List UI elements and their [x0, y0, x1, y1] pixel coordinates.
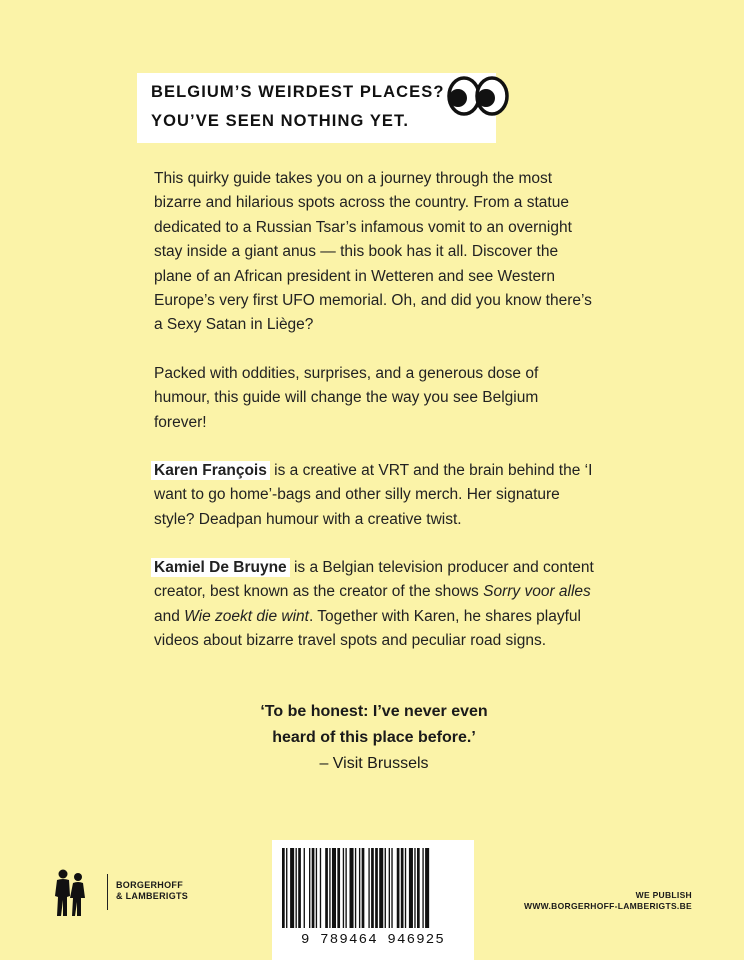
barcode-bar — [405, 848, 406, 928]
barcode-bar — [401, 848, 404, 928]
publisher-website-block — [524, 890, 692, 912]
barcode-bar — [385, 848, 386, 928]
publisher-website[interactable]: WWW.BORGERHOFF-LAMBERIGTS.BE — [524, 901, 692, 911]
author-kamiel-bio — [154, 556, 594, 654]
googly-eyes-icon — [446, 74, 510, 118]
headline-line-2: YOU’VE SEEN NOTHING YET. — [151, 112, 410, 130]
barcode-bar — [337, 848, 340, 928]
headline-line-1: BELGIUM’S WEIRDEST PLACES? — [151, 83, 445, 101]
barcode-bar — [379, 848, 383, 928]
quote-line-2: heard of this place before.’ — [272, 729, 476, 746]
publisher-name-line-1: BORGERHOFF — [116, 880, 183, 890]
barcode-digits: 9 789464 946925 — [300, 932, 446, 948]
quote-attribution: – Visit Brussels — [319, 755, 429, 772]
barcode-bar — [375, 848, 378, 928]
barcode-bar — [320, 848, 321, 928]
author-karen-bio-text: is a creative at VRT and the brain behind the ‘I want to go home’-bags and other silly merch. Her signature style? Deadpan humour with a creative twist. — [154, 462, 593, 528]
barcode-bar — [362, 848, 365, 928]
publisher-wordmark — [116, 880, 188, 902]
logo-divider — [107, 874, 108, 910]
author-kamiel-name: Kamiel De Bruyne — [151, 558, 290, 577]
author-kamiel-bio-start: is a Belgian television producer and content creator, best known as the creator of the shows — [154, 559, 594, 601]
barcode-bar — [417, 848, 420, 928]
isbn-barcode — [272, 840, 474, 960]
barcode-bar — [425, 848, 429, 928]
publisher-name-line-2: & LAMBERIGTS — [116, 891, 189, 901]
quote-line-1: ‘To be honest: I’ve never even — [260, 703, 488, 720]
barcode-bar — [329, 848, 330, 928]
barcode-bars — [272, 840, 474, 932]
barcode-bar — [391, 848, 392, 928]
barcode-bar — [355, 848, 356, 928]
barcode-bar — [298, 848, 301, 928]
author-karen-bio — [154, 459, 594, 532]
barcode-bar — [409, 848, 413, 928]
closing-paragraph: Packed with oddities, surprises, and a generous dose of humour, this guide will change the way you see Belgium forever! — [154, 365, 539, 431]
barcode-bar — [371, 848, 374, 928]
barcode-bar — [343, 848, 344, 928]
author-kamiel-bio-and: and — [154, 607, 185, 625]
barcode-bar — [359, 848, 360, 928]
barcode-bar — [312, 848, 315, 928]
barcode-bar — [325, 848, 328, 928]
intro-paragraph: This quirky guide takes you on a journey through the most bizarre and hilarious spots across the country. From a statue dedicated to a Russian Tsar’s infamous vomit to an overnight stay inside a giant anus — this book has it all. Discover the plane of an African president in Wetteren and see Western Europe’s very first UFO memorial. Oh, and did you know there’s a Sexy Satan in Liège? — [154, 170, 592, 334]
barcode-bar — [304, 848, 305, 928]
author-karen-name: Karen François — [151, 461, 270, 480]
barcode-bar — [389, 848, 390, 928]
barcode-bar — [332, 848, 336, 928]
testimonial-quote — [154, 699, 594, 777]
barcode-bar — [350, 848, 354, 928]
barcode-bar — [422, 848, 423, 928]
barcode-bar — [414, 848, 415, 928]
show-title-wie-zoekt-die-wint: Wie zoekt die wint — [184, 607, 309, 625]
barcode-bar — [309, 848, 310, 928]
show-title-sorry-voor-alles: Sorry voor alles — [483, 583, 591, 601]
barcode-bar — [345, 848, 346, 928]
barcode-bar — [290, 848, 294, 928]
barcode-bar — [296, 848, 297, 928]
publisher-silhouette-logo — [48, 868, 96, 918]
headline-box — [137, 73, 496, 143]
barcode-bar — [282, 848, 285, 928]
author-kamiel-bio-end: . Together with Karen, he shares playful videos about bizarre travel spots and peculiar road signs. — [154, 607, 581, 650]
barcode-bar — [286, 848, 287, 928]
barcode-bar — [397, 848, 400, 928]
barcode-bar — [368, 848, 369, 928]
publisher-tagline: WE PUBLISH — [635, 890, 692, 900]
barcode-bar — [316, 848, 317, 928]
